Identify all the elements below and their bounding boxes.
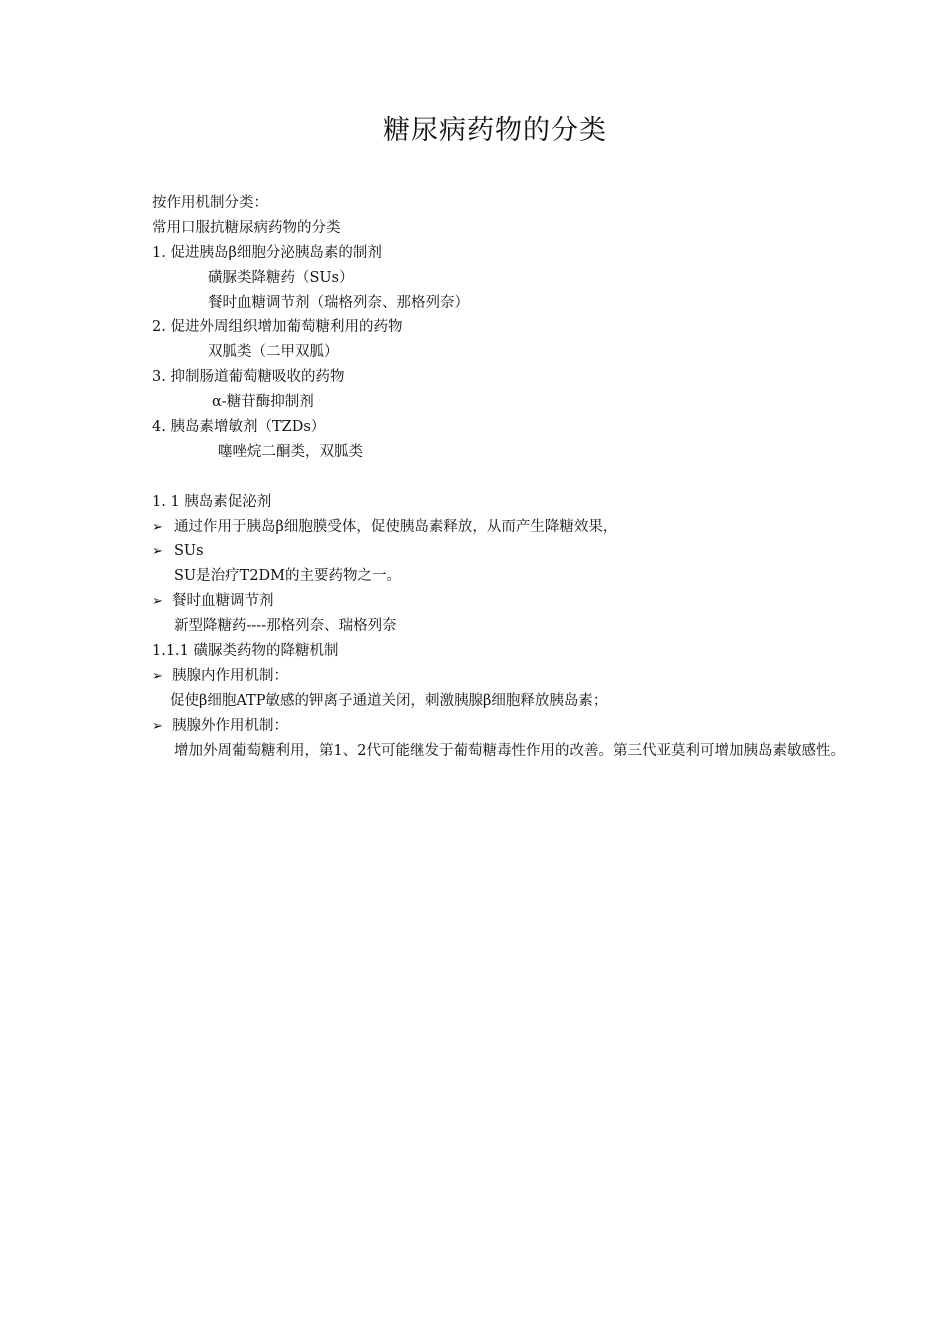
list-item: 3. 抑制肠道葡萄糖吸收的药物 (152, 369, 345, 386)
paragraph-text: 促使β细胞ATP敏感的钾离子通道关闭，刺激胰腺β细胞释放胰岛素； (170, 692, 608, 709)
bullet-text: 胰腺内作用机制： (172, 667, 288, 684)
list-item: 4. 胰岛素增敏剂（TZDs） (152, 419, 326, 436)
section-heading: 1. 1 胰岛素促泌剂 (152, 493, 272, 510)
bullet-text: 通过作用于胰岛β细胞膜受体，促使胰岛素释放，从而产生降糖效果， (174, 518, 618, 535)
bullet-item (152, 589, 852, 614)
document-body (152, 191, 852, 764)
bullet-item (152, 539, 852, 564)
bullet-item (152, 664, 852, 689)
bullet-text: 餐时血糖调节剂 (172, 593, 274, 610)
list-subitem: 噻唑烷二酮类，双胍类 (218, 443, 363, 460)
arrow-bullet-icon: ➢ (152, 594, 163, 610)
page-title: 糖尿病药物的分类 (383, 115, 607, 146)
paragraph-text: SU是治疗T2DM的主要药物之一。 (174, 568, 402, 585)
arrow-bullet-icon: ➢ (152, 718, 163, 734)
paragraph-text: 增加外周葡萄糖利用，第1、2代可能继发于葡萄糖毒性作用的改善。第三代亚莫利可增加胰岛素敏感性。 (174, 742, 845, 759)
section-heading: 按作用机制分类： (152, 195, 268, 211)
list-item: 1. 促进胰岛β细胞分泌胰岛素的制剂 (152, 244, 382, 261)
bullet-text: SUs (174, 543, 204, 560)
spacer (152, 465, 852, 490)
paragraph-text: 新型降糖药----那格列奈、瑞格列奈 (174, 618, 397, 635)
bullet-item (152, 714, 852, 739)
list-subitem: 双胍类（二甲双胍） (208, 344, 339, 361)
subheading: 常用口服抗糖尿病药物的分类 (152, 219, 341, 236)
bullet-text: 胰腺外作用机制： (172, 717, 288, 734)
bullet-item (152, 515, 852, 540)
arrow-bullet-icon: ➢ (152, 519, 163, 535)
list-subitem: α-糖苷酶抑制剂 (212, 394, 314, 411)
subsection-heading: 1.1.1 磺脲类药物的降糖机制 (152, 643, 339, 660)
list-item: 2. 促进外周组织增加葡萄糖利用的药物 (152, 319, 403, 336)
list-subitem: 磺脲类降糖药（SUs） (208, 269, 354, 286)
arrow-bullet-icon: ➢ (152, 544, 163, 560)
arrow-bullet-icon: ➢ (152, 668, 163, 684)
list-subitem: 餐时血糖调节剂（瑞格列奈、那格列奈） (208, 294, 469, 311)
